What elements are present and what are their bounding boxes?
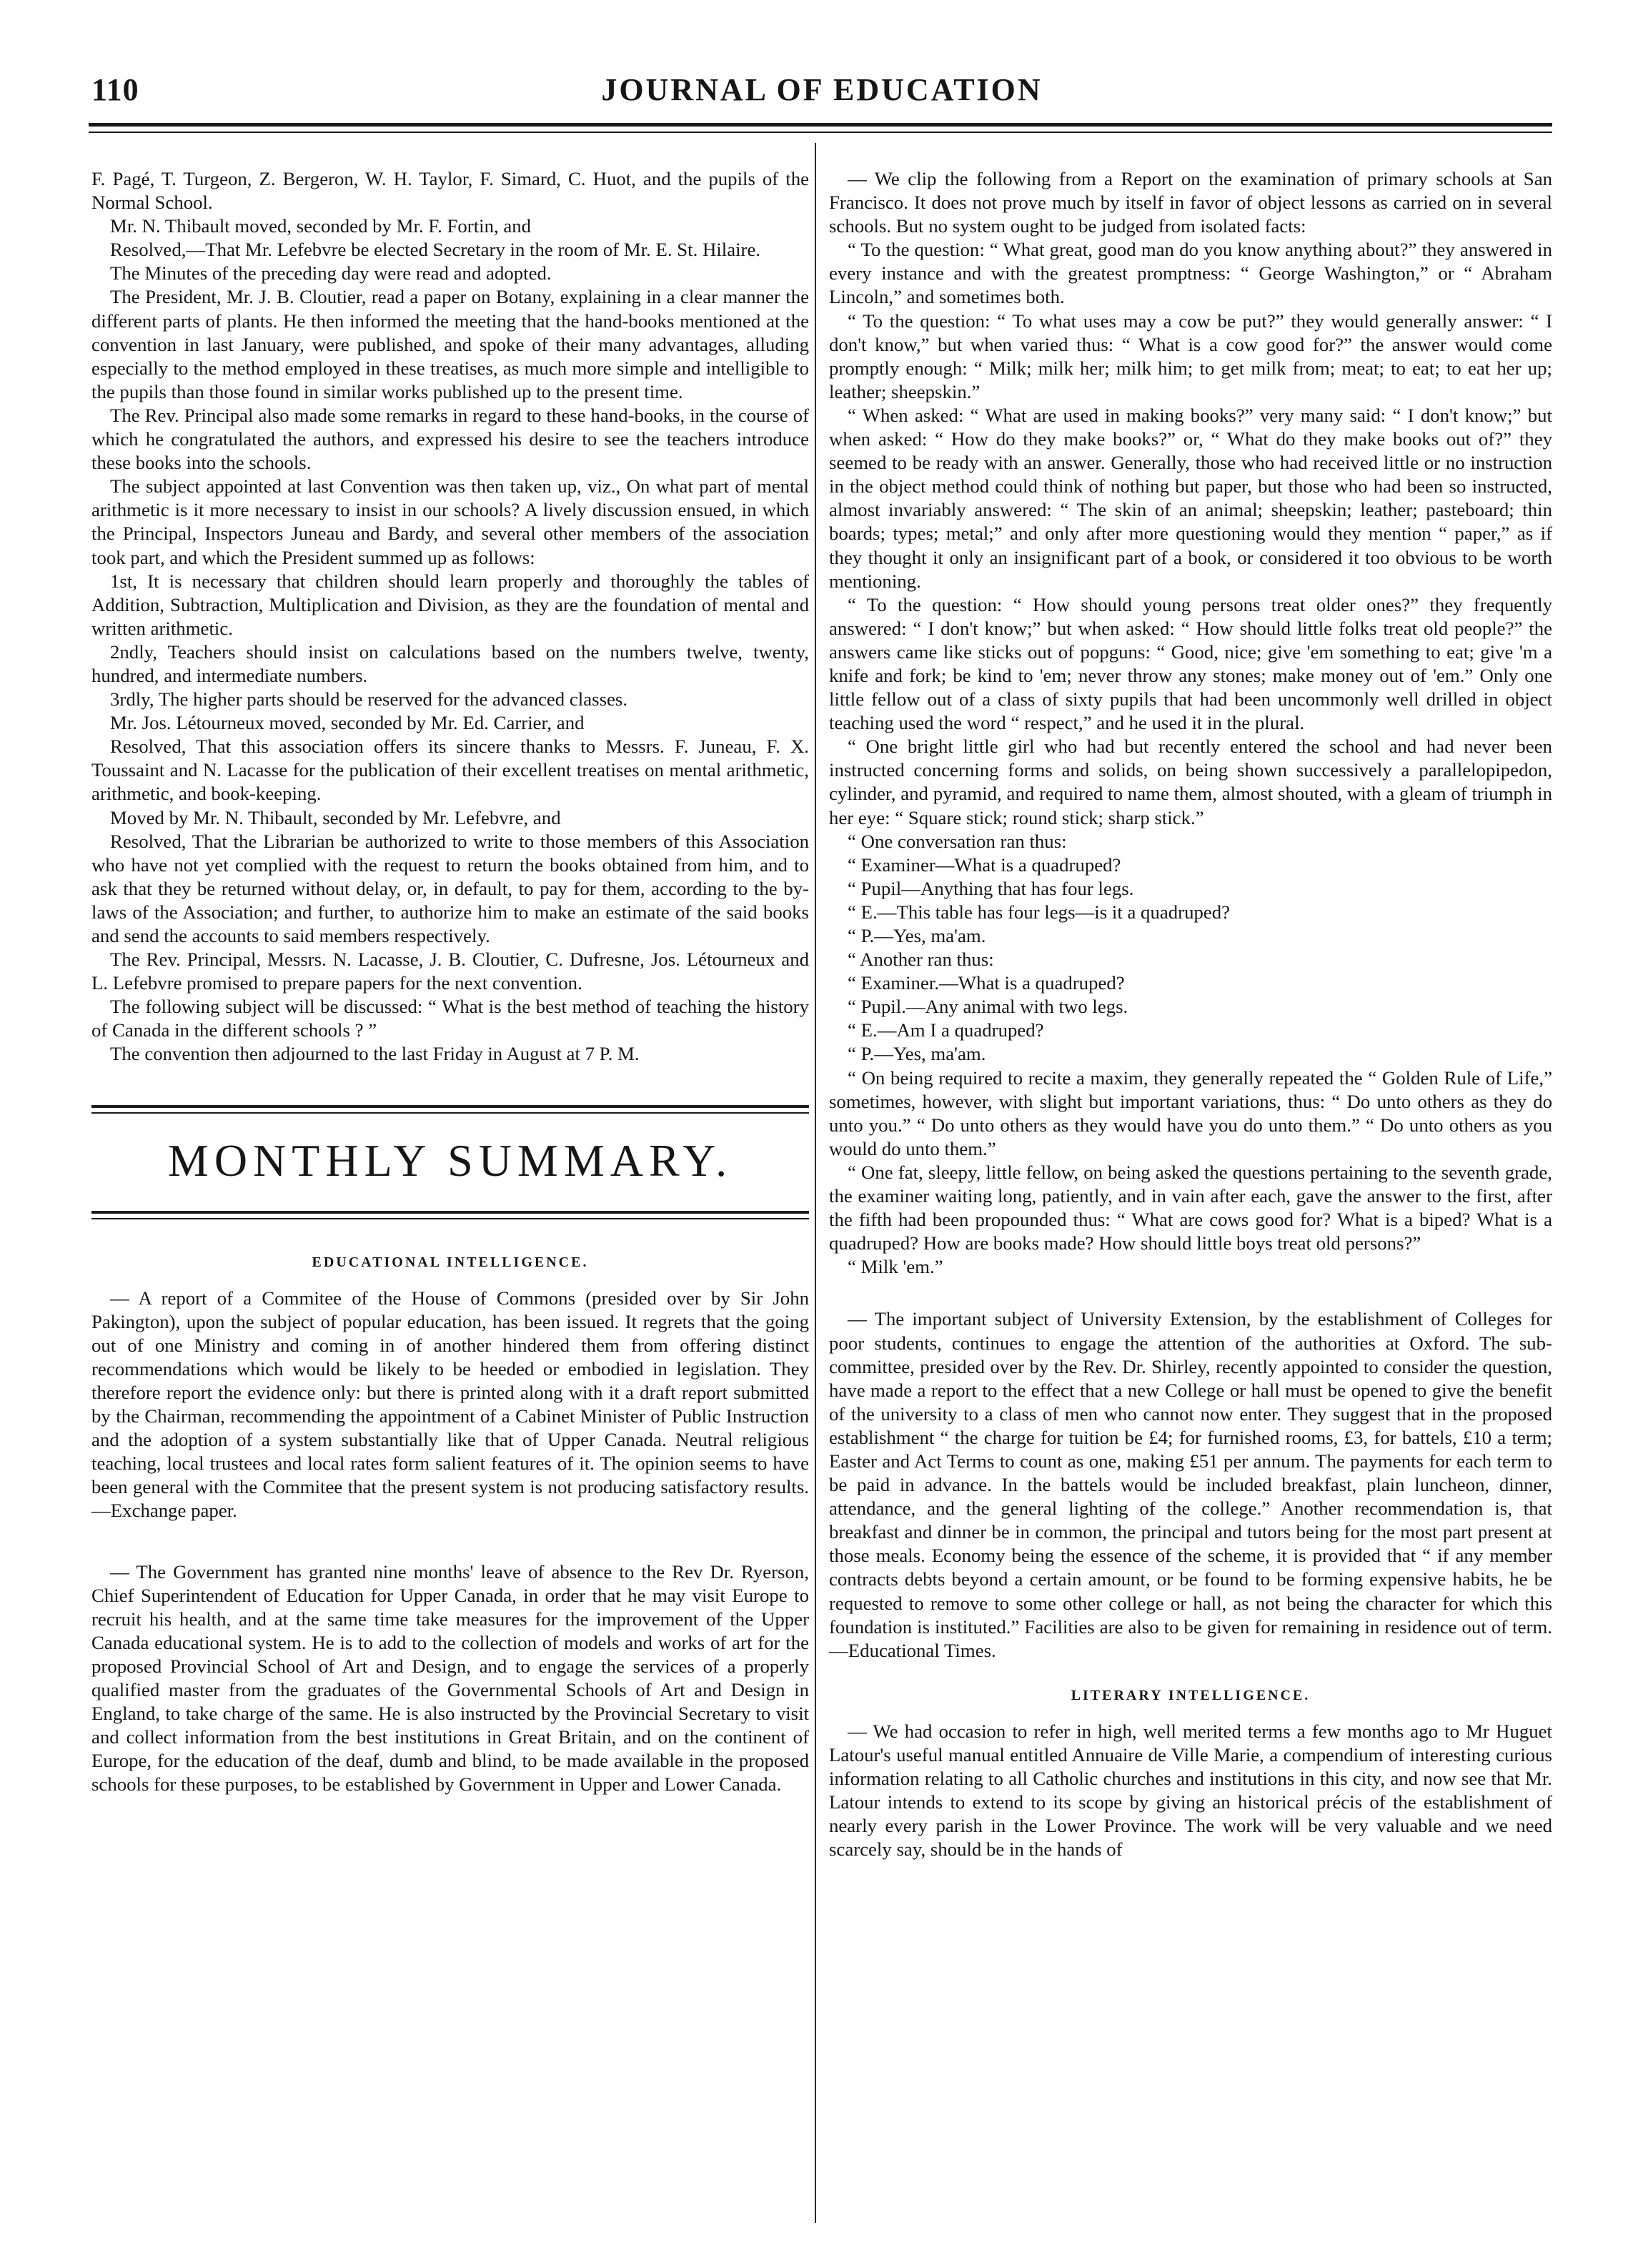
paragraph: 3rdly, The higher parts should be reserved for the advanced classes.	[110, 688, 628, 710]
subsection-heading: LITERARY INTELLIGENCE.	[1071, 1687, 1311, 1703]
paragraph: F. Pagé, T. Turgeon, Z. Bergeron, W. H. Taylor, F. Simard, C. Huot, and the pupils of the Normal School.	[91, 168, 809, 214]
paragraph: The Rev. Principal, Messrs. N. Lacasse, J. B. Cloutier, C. Dufresne, Jos. Létourneux and L. Lefebvre promised to prepare papers for the next convention.	[91, 949, 809, 994]
paragraph: — The Government has granted nine months' leave of absence to the Rev Dr. Ryerson, Chief Superintendent of Education for Upper Canada, in order that he may visit Europe to recruit his health, and at the same time take measures for the improvement of the Upper Canada educational system. He is to add to the collection of models and works of art for the proposed Provincial School of Art and Design, and to engage the services of a properly qualified master from the graduates of the Governmental Schools of Art and Design in England, to take charge of the same. He is also instructed by the Provincial Secretary to visit and collect information from the best institutions in Great Britain, and on the continent of Europe, for the education of the deaf, dumb and blind, to be made available in the proposed schools for these purposes, to be established by Government in Upper and Lower Canada.	[91, 1560, 809, 1796]
subsection-heading: EDUCATIONAL INTELLIGENCE.	[312, 1254, 589, 1270]
paragraph: — We had occasion to refer in high, well merited terms a few months ago to Mr Huguet Latour's useful manual entitled Annuaire de Ville Marie, a compendium of interesting curious information relating to all Catholic churches and institutions in this city, and now see that Mr. Latour intends to extend to its scope by giving an historical précis of the establishment of nearly every parish in the Lower Province. The work will be very valuable and we need scarcely say, should be in the hands of	[829, 1720, 1552, 1861]
paragraph: “ Examiner—What is a quadruped?	[848, 853, 1121, 876]
section-rule-bottom	[91, 1211, 809, 1228]
section-title: MONTHLY SUMMARY.	[167, 1134, 733, 1186]
paragraph: — A report of a Commitee of the House of Commons (presided over by Sir John Pakington), upon the subject of popular education, has been issued. It regrets that the going out of one Ministry and coming in of another hindered them from offering distinct recommendations which would be likely to be heeded or embodied in legislation. They therefore report the evidence only: but there is printed along with it a draft report submitted by the Chairman, recommending the appointment of a Cabinet Minister of Public Instruction and the adoption of a system substantially like that of Upper Canada. Neutral religious teaching, local trustees and local rates form salient features of it. The opinion seems to have been general with the Commitee that the present system is not producing satisfactory results.—Exchange paper.	[91, 1287, 809, 1522]
paragraph: Resolved, That the Librarian be authorized to write to those members of this Association who have not yet complied with the request to return the books obtained from him, and to ask that they be returned without delay, or, in default, to pay for them, according to the by-laws of the Association; and further, to authorize him to make an estimate of the said books and send the accounts to said members respectively.	[91, 830, 809, 946]
paragraph: “ E.—This table has four legs—is it a quadruped?	[848, 901, 1231, 923]
paragraph: Resolved, That this association offers its sincere thanks to Messrs. F. Juneau, F. X. Toussaint and N. Lacasse for the publication of their excellent treatises on mental arithmetic, arithmetic, and book-keeping.	[91, 736, 809, 805]
paragraph: The following subject will be discussed: “ What is the best method of teaching the history of Canada in the different schools ? ”	[91, 996, 809, 1041]
paragraph: Mr. N. Thibault moved, seconded by Mr. F. Fortin, and	[110, 215, 532, 237]
paragraph: “ Another ran thus:	[848, 949, 994, 971]
journal-title: JOURNAL OF EDUCATION	[601, 72, 1043, 107]
left-column	[91, 167, 809, 1796]
paragraph: Resolved,—That Mr. Lefebvre be elected Secretary in the room of Mr. E. St. Hilaire.	[110, 239, 761, 261]
paragraph: The Minutes of the preceding day were read and adopted.	[110, 262, 552, 284]
paragraph: “ On being required to recite a maxim, they generally repeated the “ Golden Rule of Life,” sometimes, however, with slight but important variations, thus: “ Do unto others as they do unto you.” “ Do unto others as they would have you do unto them.” “ Do unto others as you would do unto them.”	[829, 1066, 1552, 1159]
paragraph: “ One conversation ran thus:	[848, 830, 1067, 852]
column-divider	[815, 143, 816, 2223]
paragraph: The convention then adjourned to the last Friday in August at 7 P. M.	[110, 1043, 640, 1065]
paragraph: Moved by Mr. N. Thibault, seconded by Mr. Lefebvre, and	[110, 806, 561, 828]
paragraph: “ To the question: “ To what uses may a cow be put?” they would generally answer: “ I don't know,” but when varied thus: “ What is a cow good for?” the answer would come promptly enough: “ Milk; milk her; milk him; to get milk from; meat; to eat; to eat her up; leather; sheepskin.”	[829, 310, 1552, 402]
paragraph: The subject appointed at last Convention was then taken up, viz., On what part of mental arithmetic is it more necessary to insist in our schools? A lively discussion ensued, in which the Principal, Inspectors Juneau and Bardy, and several other members of the association took part, and which the President summed up as follows:	[91, 475, 809, 568]
paragraph: “ Pupil—Anything that has four legs.	[848, 877, 1134, 899]
paragraph: “ To the question: “ How should young persons treat older ones?” they frequently answered: “ I don't know;” but when asked: “ How should little folks treat old people?” the answers came like sticks out of popguns: “ Good, nice; give 'em something to eat; give 'm a knife and fork; be kind to 'em; never throw any stones; make money out of 'em.” Only one little fellow out of a class of sixty pupils that had been uncommonly well drilled in object teaching used the word “ respect,” and he used it in the plural.	[829, 593, 1552, 734]
paragraph: “ P.—Yes, ma'am.	[848, 1043, 986, 1065]
paragraph: The Rev. Principal also made some remarks in regard to these hand-books, in the course of which he congratulated the authors, and expressed his desire to see the teachers introduce these books into the schools.	[91, 404, 809, 474]
section-rule-top	[91, 1105, 809, 1122]
paragraph: “ One fat, sleepy, little fellow, on being asked the questions pertaining to the seventh grade, the examiner waiting long, patiently, and in vain after each, gave the answer to the first, after the fifth had been propounded thus: “ What are cows good for? What is a biped? What is a quadruped? How are books made? How should little boys treat old persons?”	[829, 1161, 1552, 1254]
header-rule-thin	[89, 132, 1552, 133]
paragraph: “ To the question: “ What great, good man do you know anything about?” they answered in every instance and with the greatest promptness: “ George Washington,” or “ Abraham Lincoln,” and sometimes both.	[829, 239, 1552, 308]
paragraph: “ One bright little girl who had but recently entered the school and had never been instructed concerning forms and solids, on being shown successively a parallelopipedon, cylinder, and pyramid, and required to name them, almost shouted, with a gleam of triumph in her eye: “ Square stick; round stick; sharp stick.”	[829, 736, 1552, 828]
paragraph: 1st, It is necessary that children should learn properly and thoroughly the tables of Addition, Subtraction, Multiplication and Division, as they are the foundation of mental and written arithmetic.	[91, 570, 809, 639]
paragraph: 2ndly, Teachers should insist on calculations based on the numbers twelve, twenty, hundred, and intermediate numbers.	[91, 640, 809, 686]
paragraph: “ P.—Yes, ma'am.	[848, 925, 986, 946]
paragraph: “ E.—Am I a quadruped?	[848, 1019, 1044, 1041]
paragraph: The President, Mr. J. B. Cloutier, read a paper on Botany, explaining in a clear manner the different parts of plants. He then informed the meeting that the hand-books mentioned at the convention in last January, were published, and spoke of their many advantages, alluding especially to the method employed in these treatises, as much more simple and intelligible to the pupils than those found in similar works published up to the present time.	[91, 286, 809, 402]
paragraph: — The important subject of University Extension, by the establishment of Colleges for poor students, continues to engage the attention of the authorities at Oxford. The sub-committee, presided over by the Rev. Dr. Shirley, recently appointed to consider the question, have made a report to the effect that a new College or hall must be opened to give the benefit of the university to a class of men who cannot now enter. They suggest that in the proposed establishment “ the charge for tuition be £4; for furnished rooms, £3, for battels, £10 a term; Easter and Act Terms to count as one, making £51 per annum. The payments for each term to be paid in advance. In the battels would be included breakfast, plain luncheon, dinner, attendance, and the general lighting of the college.” Another recommendation is, that breakfast and dinner be in common, the principal and tutors being for the most part present at those meals. Economy being the essence of the scheme, it is provided that “ if any member contracts debts beyond a certain amount, or be found to be forming expensive habits, he be requested to remove to some other college or hall, as not being the character for which this foundation is instituted.” Facilities are also to be given for remaining in residence out of term.—Educational Times.	[829, 1308, 1552, 1661]
paragraph: “ Examiner.—What is a quadruped?	[848, 972, 1125, 994]
paragraph: “ Pupil.—Any animal with two legs.	[848, 996, 1128, 1018]
paragraph: — We clip the following from a Report on the examination of primary schools at San Francisco. It does not prove much by itself in favor of object lessons as carried on in several schools. But no system ought to be judged from isolated facts:	[829, 168, 1552, 237]
paragraph: Mr. Jos. Létourneux moved, seconded by Mr. Ed. Carrier, and	[110, 712, 585, 734]
page-number: 110	[91, 72, 139, 107]
right-column	[829, 167, 1552, 1861]
paragraph: “ Milk 'em.”	[848, 1256, 943, 1278]
paragraph: “ When asked: “ What are used in making books?” very many said: “ I don't know;” but when asked: “ How do they make books?” or, “ What do they make books out of?” they seemed to be ready with an answer. Generally, those who had received little or no instruction in the object method could think of nothing but paper, but those who had been so instructed, almost invariably answered: “ The skin of an animal; sheepskin; leather; pasteboard; thin boards; types; metal;” and only after more questioning would they mention “ paper,” as if they thought it only an insignificant part of a book, or considered it too obvious to be worth mentioning.	[829, 404, 1552, 592]
running-head	[91, 71, 1552, 117]
header-rule-thick	[89, 123, 1552, 127]
